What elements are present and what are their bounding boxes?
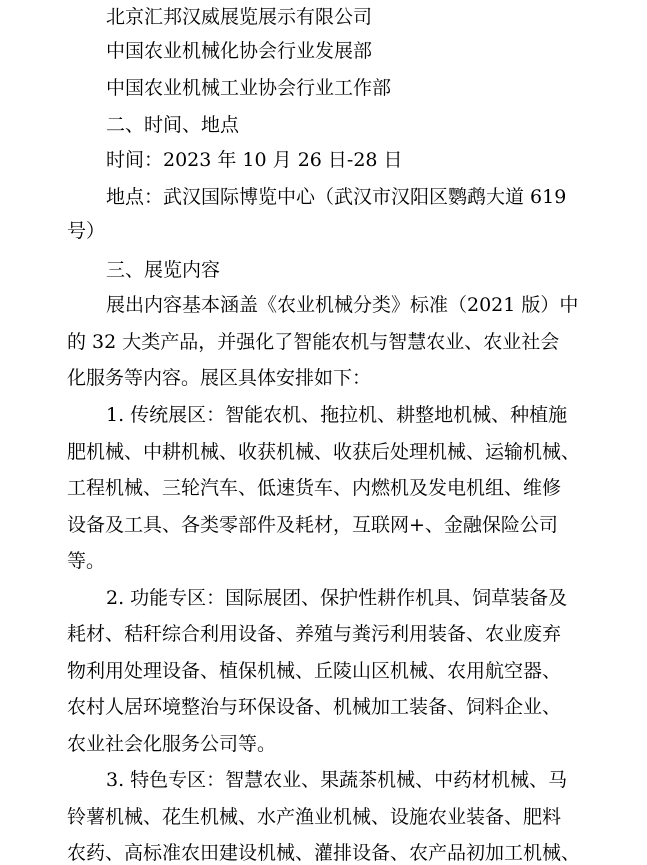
time-line: 时间：2023 年 10 月 26 日-28 日 [106, 149, 403, 171]
organizer-line: 中国农业机械化协会行业发展部 [106, 40, 373, 62]
paragraph-line: 农药、高标准农田建设机械、灌排设备、农产品初加工机械、 [67, 842, 581, 864]
paragraph-line: 化服务等内容。展区具体安排如下： [67, 367, 372, 389]
paragraph-line: 2. 功能专区：国际展团、保护性耕作机具、饲草装备及 [106, 587, 568, 609]
organizer-line: 北京汇邦汉威展览展示有限公司 [106, 6, 373, 28]
section-heading: 二、时间、地点 [106, 114, 240, 136]
organizer-line: 中国农业机械工业协会行业工作部 [106, 77, 392, 99]
location-line: 号） [67, 220, 106, 242]
paragraph-line: 农村人居环境整治与环保设备、机械加工装备、饲料企业、 [67, 696, 562, 718]
paragraph-line: 设备及工具、各类零部件及耗材，互联网+、金融保险公司 [67, 514, 558, 536]
paragraph-line: 等。 [67, 550, 106, 572]
paragraph-line: 农业社会化服务公司等。 [67, 733, 277, 755]
location-line: 地点：武汉国际博览中心（武汉市汉阳区鹦鹉大道 619 [106, 186, 567, 208]
paragraph-line: 3. 特色专区：智慧农业、果蔬茶机械、中药材机械、马 [106, 769, 568, 791]
paragraph-line: 工程机械、三轮汽车、低速货车、内燃机及发电机组、维修 [67, 477, 562, 499]
paragraph-line: 耗材、秸秆综合利用设备、养殖与粪污利用装备、农业废弃 [67, 623, 562, 645]
paragraph-line: 的 32 大类产品，并强化了智能农机与智慧农业、农业社会 [67, 331, 560, 353]
paragraph-line: 1. 传统展区：智能农机、拖拉机、耕整地机械、种植施 [106, 404, 568, 426]
paragraph-line: 展出内容基本涵盖《农业机械分类》标准（2021 版）中 [106, 294, 579, 316]
section-heading: 三、展览内容 [106, 259, 221, 281]
paragraph-line: 物利用处理设备、植保机械、丘陵山区机械、农用航空器、 [67, 660, 562, 682]
paragraph-line: 肥机械、中耕机械、收获机械、收获后处理机械、运输机械、 [67, 441, 581, 463]
paragraph-line: 铃薯机械、花生机械、水产渔业机械、设施农业装备、肥料 [67, 806, 562, 828]
